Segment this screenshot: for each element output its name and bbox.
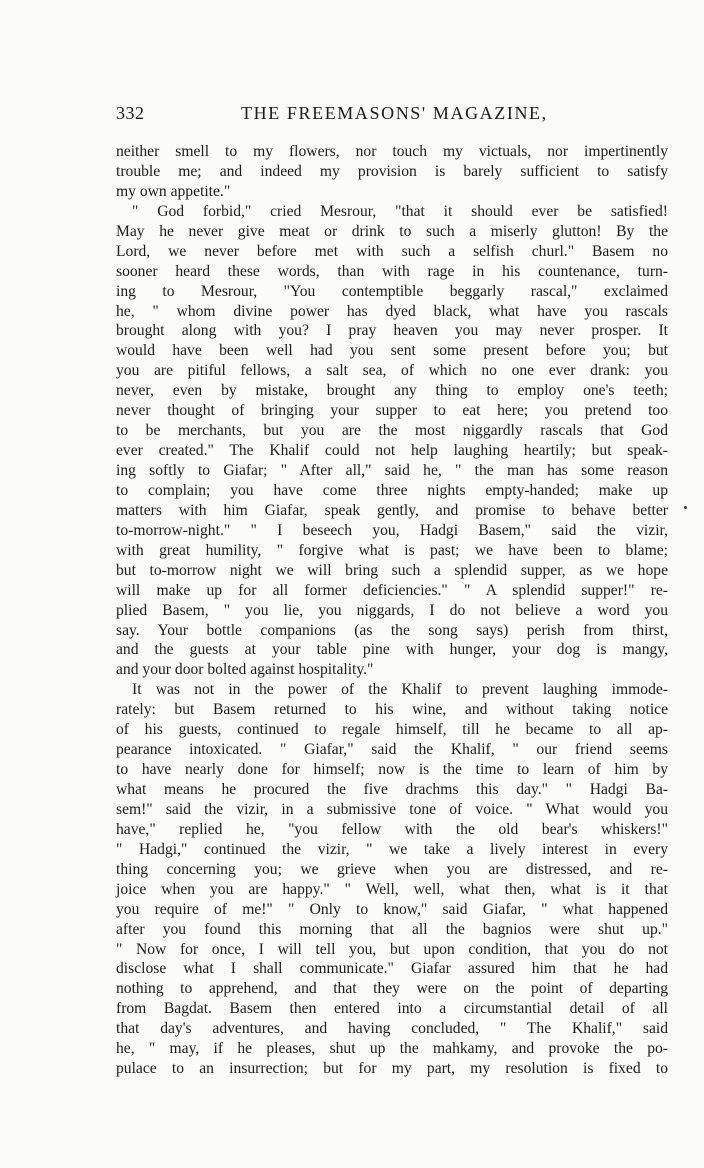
text-line: have," replied he, "you fellow with the old bear's whiskers!": [116, 820, 668, 838]
text-line: to-morrow-night." " I beseech you, Hadgi Basem," said the vizir,: [116, 521, 668, 539]
text-line: he, " whom divine power has dyed black, what have you rascals: [116, 302, 668, 320]
text-line: neither smell to my flowers, nor touch my victuals, nor impertinently: [116, 143, 668, 160]
text-line: but to-morrow night we will bring such a splendid supper, as we hope: [116, 561, 668, 579]
text-line: ing to Mesrour, "You contemptible beggarly rascal," exclaimed: [116, 282, 668, 300]
text-line: nothing to apprehend, and that they were on the point of departing: [116, 980, 668, 998]
text-line: and your door bolted against hospitality.": [116, 661, 374, 679]
text-line: ing softly to Giafar; " After all," said he, " the man has some reason: [116, 462, 668, 479]
text-line: sooner heard these words, than with rage in his countenance, turn-: [116, 262, 668, 280]
text-line: to have nearly done for himself; now is the time to learn of him by: [116, 761, 668, 779]
text-line: trouble me; and indeed my provision is barely sufficient to satisfy: [116, 162, 668, 180]
text-line: plied Basem, " you lie, you niggards, I do not believe a word you: [116, 601, 668, 619]
text-line: joice when you are happy." " Well, well, what then, what is it that: [116, 880, 668, 898]
text-line: would have been well had you sent some present before you; but: [116, 342, 668, 360]
page-header: [116, 103, 672, 133]
text-line: " Hadgi," continued the vizir, " we take a lively interest in every: [116, 840, 668, 858]
text-line: that day's adventures, and having concluded, " The Khalif," said: [116, 1020, 668, 1038]
body-text: [116, 142, 668, 1079]
text-line: thing concerning you; we grieve when you are distressed, and re-: [116, 860, 668, 878]
running-head: THE FREEMASONS' MAGAZINE,: [241, 103, 548, 123]
text-line: to complain; you have come three nights empty-handed; make up: [116, 481, 668, 499]
text-line: my own appetite.": [116, 182, 231, 200]
text-line: matters with him Giafar, speak gently, and promise to behave better: [116, 501, 668, 519]
text-line: disclose what I shall communicate." Giafar assured him that he had: [116, 960, 668, 978]
text-line: Lord, we never before met with such a selfish churl." Basem no: [116, 242, 668, 260]
text-line: pulace to an insurrection; but for my part, my resolution is fixed to: [116, 1060, 668, 1078]
text-line: you require of me!" " Only to know," said Giafar, " what happened: [116, 900, 668, 918]
text-line: say. Your bottle companions (as the song says) perish from thirst,: [116, 621, 668, 639]
text-line: brought along with you? I pray heaven you may never prosper. It: [116, 322, 668, 340]
text-line: what means he procured the five drachms this day." " Hadgi Ba-: [116, 781, 668, 798]
page-number: 332: [116, 103, 145, 123]
text-line: never thought of bringing your supper to eat here; you pretend too: [116, 402, 668, 420]
text-line: of his guests, continued to regale himself, till he became to all ap-: [116, 721, 668, 739]
text-line: rately: but Basem returned to his wine, and without taking notice: [116, 701, 668, 719]
text-line: pearance intoxicated. " Giafar," said the Khalif, " our friend seems: [116, 741, 668, 759]
text-line: and the guests at your table pine with hunger, your dog is mangy,: [116, 641, 668, 659]
text-line: after you found this morning that all the bagnios were shut up.": [116, 920, 668, 938]
text-line: " Now for once, I will tell you, but upon condition, that you do not: [116, 940, 668, 958]
text-line: you are pitiful fellows, a salt sea, of which no one ever drank: you: [116, 362, 668, 380]
text-line: from Bagdat. Basem then entered into a circumstantial detail of all: [116, 1000, 668, 1018]
text-line: ever created." The Khalif could not help laughing heartily; but speak-: [116, 442, 668, 460]
margin-mark: [684, 506, 687, 509]
text-line: to be merchants, but you are the most niggardly rascals that God: [116, 422, 668, 440]
text-line: with great humility, " forgive what is past; we have been to blame;: [116, 541, 668, 559]
text-line: May he never give meat or drink to such a miserly glutton! By the: [116, 222, 668, 240]
text-line: never, even by mistake, brought any thing to employ one's teeth;: [116, 382, 668, 400]
text-line: " God forbid," cried Mesrour, "that it should ever be satisfied!: [132, 202, 668, 220]
text-line: It was not in the power of the Khalif to prevent laughing immode-: [132, 681, 668, 699]
text-line: sem!" said the vizir, in a submissive tone of voice. " What would you: [116, 800, 668, 818]
text-line: he, " may, if he pleases, shut up the mahkamy, and provoke the po-: [116, 1040, 668, 1058]
text-line: will make up for all former deficiencies." " A splendid supper!" re-: [116, 581, 668, 599]
